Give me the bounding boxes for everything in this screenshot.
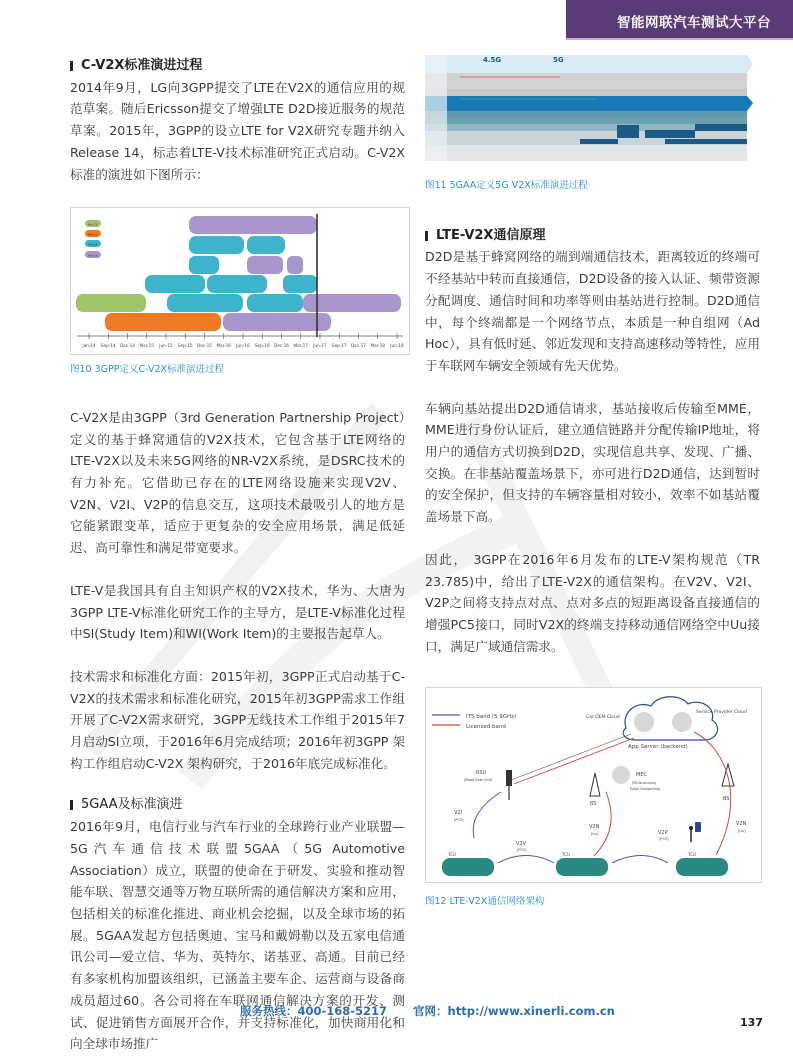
diagram-label: (Multi-access) [632,781,657,786]
diagram-label: [Uu] [591,832,599,837]
figure-10-caption: 图10 3GPP定义C-V2X标准演进过程 [70,364,225,376]
paragraph: 技术需求和标准化方面：2015年初，3GPP正式启动基于C-V2X的技术需求和标准化研究，2015年初3GPP需求工作组开展了C-V2X需求研究，3GPP无线技术工作组于2015年7月启动SI立项，于2016年6月完成结项；2016年初3GPP 架构工作组启动C-V2X 架构研究，于2016年底完成标准化。 [70,668,405,771]
diagram-label: TCU [448,852,456,858]
figure-12-caption: 图12 LTE-V2X通信网络架构 [425,896,545,908]
left-column [70,55,405,1052]
heading-marker [425,231,428,241]
page-number: 137 [740,1016,763,1029]
footer-website[interactable]: 官网：http://www.xinerli.com.cn [413,1004,615,1018]
axis-tick-label: Jun-15 [159,343,173,349]
axis-tick-label: Sep-15 [177,343,193,349]
legend-label: Rel-15 [88,253,98,258]
diagram-label: BS [723,796,730,803]
axis-tick-label: Sep-17 [331,343,347,349]
diagram-label: (Road Side Unit) [464,778,493,783]
right-column [425,55,760,913]
axis-tick-label: Mar-18 [370,343,385,349]
axis-tick-label: Mar-17 [293,343,308,349]
axis-tick-label: Sep-14 [100,343,116,349]
heading-marker [70,61,73,71]
figure-10-timeline [70,207,410,355]
figure-12-legend [432,714,516,730]
diagram-label: [Uu] [738,829,746,834]
paragraph: 因此， 3GPP在2016年6月发布的LTE-V架构规范（TR 23.785)中，给出了LTE-V2X的通信架构。在V2V、V2I、V2P之间将支持点对点、点对多点的短距离设备直接通信的增强PC5接口，同时V2X的终端支持移动通信网络空中Uu接口，满足广域通信需求。 [425,551,760,654]
axis-tick-label: Mar-16 [216,343,231,349]
section-heading-c-v2x: C-V2X标准演进过程 [70,55,405,77]
section-heading-lte-v2x: LTE-V2X通信原理 [425,225,760,247]
axis-tick-label: Jan-14 [82,343,96,349]
diagram-label: BS [590,801,597,808]
header-bar [566,0,793,38]
legend-label: Rel-14 [88,242,98,247]
axis-tick-label: Jun-16 [236,343,250,349]
diagram-label: V2N [736,821,747,828]
pedestrian-icon [689,822,701,842]
figure-11-caption: 图11 5GAA定义5G V2X标准演进过程 [425,180,588,191]
axis-tick-label: Jun-18 [390,343,404,349]
legend-label: ITS band (5.9GHz) [466,714,517,721]
legend-label: Rel-12 [88,222,98,227]
header-divider [566,38,793,40]
milestone-label: 5G [553,56,564,64]
rsu-icon [506,770,512,786]
axis-tick-label: Dec-16 [274,343,289,349]
diagram-label: TCU [562,852,570,858]
figure-12-network-architecture [425,687,762,883]
figure-10-tick-labels [81,333,404,348]
diagram-label: [PC5] [659,837,669,842]
axis-tick-label: Dec-14 [120,343,135,349]
footer-hotline: 服务热线：400-168-5217 [240,1004,388,1018]
diagram-label: Edge Computing) [630,787,661,792]
section-heading-5gaa: 5GAA及标准演进 [70,794,405,816]
diagram-label: V2V [516,841,527,848]
paragraph: LTE-V是我国具有自主知识产权的V2X技术，华为、大唐为3GPP LTE-V标准化研究工作的主导方，是LTE-V标准化过程中SI(Study Item)和WI(Work Item)的主要报告起草人。 [70,582,405,642]
diagram-label: [PC5] [517,848,527,853]
diagram-label: V2P [658,830,668,837]
paragraph: C-V2X是由3GPP（3rd Generation Partnership Project）定义的基于蜂窝通信的V2X技术，它包含基于LTE网络的LTE-V2X以及未来5G网络的NR-V2X系统，是DSRC技术的有力补充。它借助已存在的LTE网络设施来实现V2V、V2N、V2I、V2P的信息交互，这项技术最吸引人的地方是它能紧跟变革，适应于更复杂的安全应用场景，满足低延迟、高可靠性和满足带宽要求。 [70,409,405,556]
figure-10-bars [76,214,401,337]
axis-tick-label: Dec-15 [197,343,212,349]
diagram-label: Service Provider Cloud [696,710,747,716]
diagram-label: RSU [476,770,487,777]
paragraph: 车辆向基站提出D2D通信请求，基站接收后传输至MME，MME进行身份认证后，建立通信链路并分配传输IP地址，将用户的通信方式切换到D2D，实现信息共享、发现、广播、交换。在非基站覆盖场景下，亦可进行D2D通信，达到暂时的安全保护，但支持的车辆容量相对较小，效率不如基站覆盖场景下高。 [425,400,760,525]
milestone-label: 4.5G [483,56,502,64]
diagram-label: MEC [636,772,647,779]
legend-label: Rel-13 [88,232,98,237]
figure-10-legend [85,220,101,258]
diagram-label: [PC5] [454,818,464,823]
diagram-label: TCU [688,852,696,858]
paragraph: 2016年9月，电信行业与汽车行业的全球跨行业产业联盟—5G汽车通信技术联盟5GAA（5G Automotive Association）成立，联盟的使命在于研发、实验和推动智能车联、智慧交通等万物互联所需的通信解决方案和应用，包括相关的标准化推进、商业机会挖掘，以及全球市场的拓展。5GAA发起方包括奥迪、宝马和戴姆勒以及五家电信通讯公司—爱立信、华为、英特尔、诺基亚、高通。目前已经有多家机构加盟该组织，已涵盖主要车企、运营商与设备商成员超过60。各公司将在车联网通信解决方案的开发、测试、促进销售方面展开合作，并支持标准化，加快商用化和向全球市场推广 [70,819,405,1052]
paragraph: D2D是基于蜂窝网络的端到端通信技术，距离较近的终端可不经基站中转而直接通信，D2D设备的接入认证、频带资源分配调度、通信时间和功率等则由基站进行控制。D2D通信中，每个终端都是一个网络节点，本质是一种自组网（Ad Hoc），具有低时延、邻近发现和支持高速移动等特性，应用于车联网车辆安全领域有先天优势。 [425,249,760,373]
header-title: 智能网联汽车测试大平台 [617,15,771,31]
legend-label: Licensed band [466,724,506,731]
diagram-label: Car OEM Cloud [586,715,620,721]
heading-marker [70,800,73,810]
paragraph: 2014年9月，LG向3GPP提交了LTE在V2X的通信应用的规范草案。随后Ericsson提交了增强LTE D2D接近服务的规范草案。2015年，3GPP的设立LTE for V2X研究专题并纳入Release 14，标志着LTE-V技术标准研究正式启动。C-V2X标准的演进如下图所示： [70,79,405,182]
diagram-label: App Server (backend) [628,744,688,751]
footer-contact [240,1003,615,1019]
car-icon [442,858,728,876]
diagram-label: V2N [589,824,600,831]
axis-tick-label: Jun-17 [313,343,327,349]
axis-tick-label: Mar-15 [139,343,154,349]
axis-tick-label: Dec-17 [351,343,366,349]
figure-11-roadmap [425,55,755,163]
diagram-label: V2I [454,810,463,817]
axis-tick-label: Sep-16 [254,343,270,349]
tower-icon [722,764,734,786]
tower-icon [590,773,600,796]
